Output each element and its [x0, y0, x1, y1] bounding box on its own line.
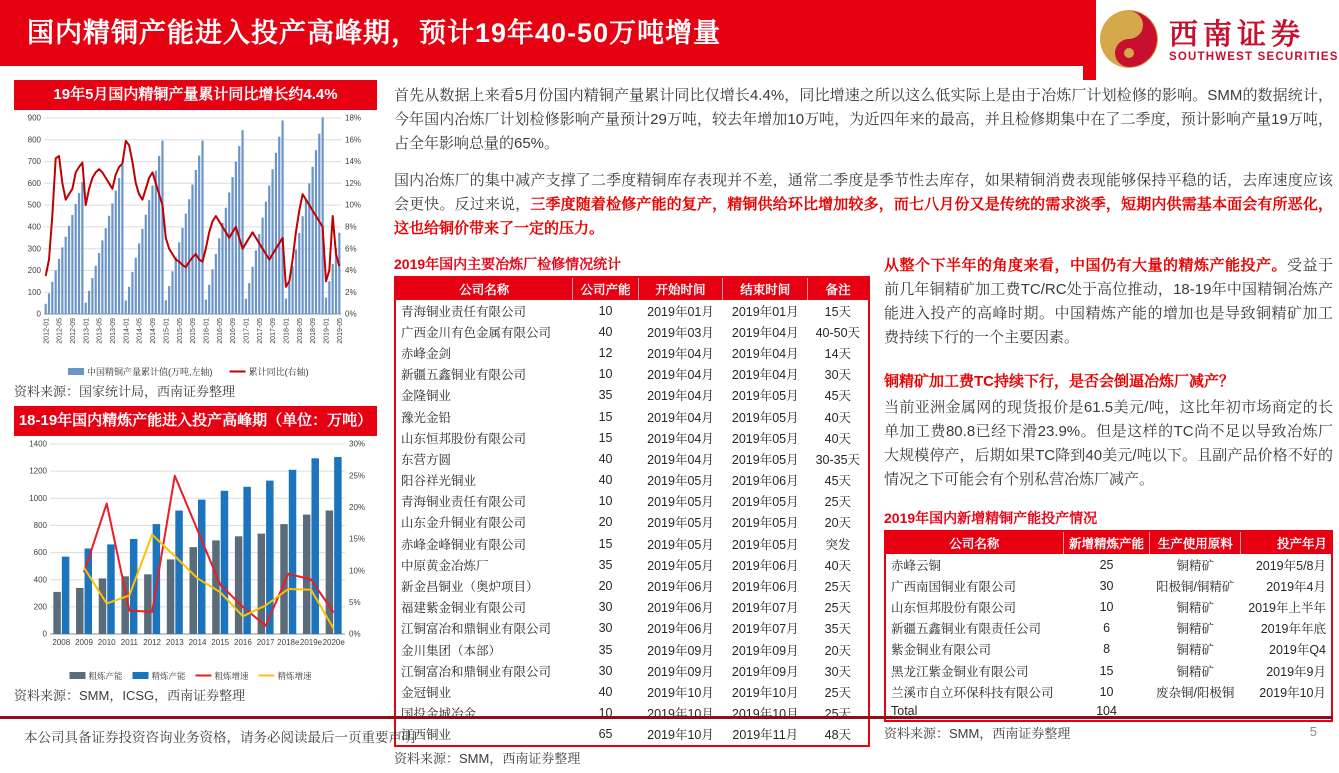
table-cell: 铜精矿 [1176, 558, 1214, 573]
right-paragraph-1 [884, 254, 1333, 350]
svg-text:2016: 2016 [234, 638, 252, 647]
svg-text:2013: 2013 [165, 638, 184, 647]
page-number: 5 [1309, 724, 1317, 739]
table-cell: 铜精矿 [1176, 664, 1214, 679]
table-row [885, 618, 1332, 639]
chart2-source: 资料来源：SMM，ICSG，西南证券整理 [14, 688, 246, 703]
svg-text:2019e: 2019e [299, 638, 323, 647]
table-cell: 2019年06月 [647, 580, 714, 595]
table-row [395, 427, 869, 448]
table-cell: 2019年04月 [731, 346, 799, 361]
logo-emblem-icon [1097, 7, 1161, 76]
column-header: 公司产能 [573, 277, 638, 300]
table-cell: 15 [598, 430, 613, 445]
svg-text:2017: 2017 [256, 638, 275, 647]
svg-text:4%: 4% [345, 266, 357, 275]
table-cell: 30 [598, 663, 613, 678]
svg-text:0: 0 [42, 629, 47, 639]
table-row [395, 660, 869, 681]
table-cell: 铜精矿 [1176, 600, 1214, 615]
table-cell: 20 [598, 579, 613, 594]
table-cell: 2019年11月 [732, 728, 799, 743]
svg-text:10%: 10% [345, 200, 362, 210]
table-cell: 2019年04月 [647, 346, 714, 361]
svg-text:2015-09: 2015-09 [190, 318, 198, 344]
maintenance-table-title: 2019年国内主要冶炼厂检修情况统计 [394, 256, 622, 272]
svg-text:2012-01: 2012-01 [43, 318, 51, 344]
table-cell: 东营方圆 [401, 452, 452, 467]
logo-name-en: SOUTHWEST SECURITIES [1169, 50, 1339, 63]
table-cell: 2019年Q4 [1269, 643, 1326, 658]
table-row [395, 470, 869, 491]
svg-text:2016-09: 2016-09 [230, 318, 238, 344]
table-cell: 35 [598, 642, 613, 657]
svg-text:2%: 2% [345, 287, 357, 297]
svg-text:2012-09: 2012-09 [70, 318, 77, 344]
chart1-title: 19年5月国内精铜产量累计同比增长约4.4% [14, 80, 377, 110]
svg-text:800: 800 [33, 521, 47, 530]
maintenance-table-source: 资料来源：SMM，西南证券整理 [394, 750, 581, 766]
table-cell: 广西南国铜业有限公司 [891, 579, 1017, 594]
svg-text:2010: 2010 [97, 638, 116, 647]
intro-paragraph-1 [394, 84, 1333, 156]
table-cell: 2019年10月 [647, 707, 714, 722]
table-cell: 104 [1096, 703, 1117, 718]
table-cell: 2019年年底 [1260, 622, 1326, 637]
table-row [395, 533, 869, 554]
company-logo [1097, 4, 1339, 78]
svg-text:600: 600 [27, 178, 41, 188]
table-row [395, 385, 869, 406]
table-cell: 2019年09月 [647, 664, 714, 679]
svg-text:2013-05: 2013-05 [96, 318, 104, 344]
table-cell: 25 [1099, 557, 1114, 572]
svg-text:5%: 5% [349, 597, 361, 607]
table-cell: 25天 [824, 601, 852, 616]
capacity-table [884, 530, 1333, 722]
production-yoy-chart [14, 112, 377, 380]
table-cell: 金川集团（本部） [401, 643, 502, 658]
table-cell: 2019年04月 [647, 368, 714, 383]
table-cell: 30天 [824, 368, 852, 383]
table-cell: 2019年09月 [731, 664, 799, 679]
svg-text:2018-05: 2018-05 [296, 318, 304, 344]
table-cell: 2019年07月 [731, 601, 799, 616]
svg-text:8%: 8% [345, 222, 357, 232]
right-paragraph-1-normal: 受益于前几年铜精矿加工费TC/RC处于高位推动，18-19年中国精铜冶炼产能进入投产的高峰时期。中国精炼产能的增加也是导致铜精矿加工费持续下行的一个主要因素。 [884, 257, 1333, 346]
table-cell: 山东恒邦股份有限公司 [401, 431, 527, 446]
capacity-table-source: 资料来源：SMM，西南证券整理 [884, 725, 1071, 741]
table-row [395, 321, 869, 342]
table-cell: 2019年10月 [647, 728, 714, 743]
capacity-table-title: 2019年国内新增精铜产能投产情况 [884, 510, 1098, 526]
table-row [885, 639, 1332, 660]
table-cell: 赤峰金峰铜业有限公司 [401, 537, 527, 552]
svg-text:2014-01: 2014-01 [123, 318, 131, 344]
table-row [885, 660, 1332, 681]
table-cell: 2019年10月 [731, 685, 799, 700]
table-cell: 新疆五鑫铜业有限公司 [401, 368, 527, 383]
table-row [395, 512, 869, 533]
table-cell: 阳谷祥光铜业 [401, 474, 477, 489]
intro-paragraph-1-text: 首先从数据上来看5月份国内精铜产量累计同比仅增长4.4%，同比增速之所以这么低实际上是由于冶炼厂计划检修的影响。SMM的数据统计，今年国内冶炼厂计划检修影响产量预计29万吨，较去年增加10万吨，为近四年来的最高，并且检修期集中在了二季度，预计影响产量19万吨，占全年影响总量的65%。 [394, 87, 1333, 152]
table-cell: 2019年04月 [647, 431, 714, 446]
right-paragraph-2-text: 当前亚洲金属网的现货报价是61.5美元/吨，这比年初市场商定的长单加工费80.8已经下滑23.9%。但是这样的TC尚不足以导致冶炼厂大规模停产，后期如果TC降到40美元/吨以下。且副产品价格不好的情况之下可能会有个别私营冶炼厂减产。 [884, 399, 1333, 488]
svg-text:2015: 2015 [211, 638, 230, 647]
svg-text:6%: 6% [345, 244, 357, 254]
table-cell: Total [891, 703, 918, 718]
table-cell: 2019年06月 [731, 474, 799, 489]
table-cell: 2019年10月 [1259, 685, 1326, 700]
table-cell: 30-35天 [815, 452, 861, 467]
table-cell: 48天 [824, 728, 852, 743]
table-cell: 35 [598, 557, 613, 572]
table-cell: 2019年05月 [647, 516, 714, 531]
table-cell: 废杂铜/阳极铜 [1155, 685, 1235, 700]
table-cell: 30 [598, 600, 613, 615]
intro-paragraph-2 [394, 169, 1333, 241]
svg-text:200: 200 [27, 266, 41, 275]
table-cell: 20 [598, 515, 613, 530]
table-cell: 2019年07月 [731, 622, 799, 637]
svg-text:2014-09: 2014-09 [150, 318, 158, 344]
svg-text:0%: 0% [349, 629, 361, 639]
table-cell: 40 [598, 451, 613, 466]
table-cell: 10 [598, 706, 613, 721]
table-cell: 2019年05月 [647, 474, 714, 489]
column-header: 备注 [808, 277, 869, 300]
column-header: 公司名称 [885, 531, 1063, 554]
svg-text:2011: 2011 [120, 638, 139, 647]
logo-text [1169, 19, 1339, 63]
chart1-source: 资料来源：国家统计局，西南证券整理 [14, 384, 236, 399]
svg-text:30%: 30% [349, 439, 366, 449]
svg-text:2017-01: 2017-01 [243, 318, 251, 344]
table-cell: 突发 [825, 537, 851, 552]
table-cell: 福建紫金铜业有限公司 [401, 601, 527, 616]
svg-text:400: 400 [33, 575, 47, 585]
table-cell: 2019年05月 [731, 452, 799, 467]
table-cell: 赤峰云铜 [891, 558, 942, 573]
svg-text:200: 200 [33, 602, 47, 612]
table-cell: 40天 [824, 558, 852, 573]
right-paragraph-1-highlight: 从整个下半年的角度来看，中国仍有大量的精炼产能投产。 [884, 257, 1287, 274]
maintenance-table [394, 276, 870, 747]
table-cell: 10 [598, 367, 613, 382]
intro-paragraph-2-normal: 国内冶炼厂的集中减产支撑了二季度精铜库存表现并不差，通常二季度是季节性去库存，如果精铜消费表现能够保持平稳的话，去库速度应该会更快。反过来说， [394, 172, 1333, 213]
svg-text:1000: 1000 [29, 493, 47, 503]
column-header: 结束时间 [723, 277, 808, 300]
table-cell: 15 [1099, 663, 1114, 678]
table-row [395, 597, 869, 618]
table-cell: 30天 [824, 664, 852, 679]
table-cell: 2019年05月 [731, 537, 799, 552]
table-cell: 中原黄金冶炼厂 [401, 558, 489, 573]
table-row [395, 364, 869, 385]
table-cell: 2019年01月 [647, 304, 714, 319]
svg-text:20%: 20% [349, 502, 366, 512]
table-cell: 25天 [824, 495, 852, 510]
svg-text:累计同比(右轴): 累计同比(右轴) [248, 367, 309, 377]
svg-text:600: 600 [33, 548, 47, 558]
table-row [885, 575, 1332, 596]
table-cell: 2019年06月 [647, 601, 714, 616]
table-cell: 江西铜业 [401, 728, 452, 743]
table-cell: 65 [598, 727, 613, 742]
svg-text:粗炼增速: 粗炼增速 [214, 671, 249, 681]
svg-text:2018-09: 2018-09 [310, 318, 318, 344]
table-cell: 2019年05月 [731, 410, 799, 425]
table-cell: 2019年05月 [647, 495, 714, 510]
svg-text:500: 500 [27, 200, 41, 210]
svg-text:2016-01: 2016-01 [203, 318, 211, 344]
svg-text:300: 300 [27, 244, 41, 254]
table-cell: 2019年04月 [647, 410, 714, 425]
commentary-section [884, 254, 1333, 773]
table-cell: 2019年04月 [731, 325, 799, 340]
table-cell: 2019年4月 [1266, 579, 1326, 594]
table-cell: 40 [598, 684, 613, 699]
svg-text:2018-01: 2018-01 [283, 318, 291, 344]
logo-name-cn: 西南证券 [1169, 17, 1306, 52]
table-cell: 山东金升铜业有限公司 [401, 516, 527, 531]
table-cell: 2019年01月 [731, 304, 799, 319]
table-cell: 2019年06月 [731, 580, 799, 595]
table-cell: 新金昌铜业（奥炉项目） [401, 580, 539, 595]
table-row [395, 554, 869, 575]
table-cell: 40-50天 [815, 325, 861, 340]
table-cell: 广西金川有色金属有限公司 [401, 325, 552, 340]
capacity-chart [14, 438, 377, 684]
table-row [395, 681, 869, 702]
table-cell: 新疆五鑫铜业有限责任公司 [891, 622, 1042, 637]
column-header: 新增精炼产能 [1063, 531, 1149, 554]
svg-text:精炼产能: 精炼产能 [151, 671, 186, 681]
svg-text:2019-05: 2019-05 [336, 318, 344, 344]
table-cell: 2019年09月 [647, 643, 714, 658]
table-cell: 2019年04月 [647, 389, 714, 404]
table-cell: 2019年05月 [731, 516, 799, 531]
table-cell: 金隆铜业 [401, 389, 452, 404]
table-cell: 2019年03月 [647, 325, 714, 340]
table-row [395, 448, 869, 469]
table-cell: 40 [598, 473, 613, 488]
table-row [395, 639, 869, 660]
column-header: 生产使用原料 [1150, 531, 1241, 554]
tc-heading: 铜精矿加工费TC持续下行，是否会倒逼冶炼厂减产？ [884, 373, 1234, 390]
page-title-banner [0, 0, 1083, 66]
table-cell: 阳极铜/铜精矿 [1155, 579, 1235, 594]
table-cell: 8 [1103, 642, 1111, 657]
table-cell: 豫光金铅 [401, 410, 452, 425]
table-cell: 10 [1099, 599, 1114, 614]
svg-text:2014: 2014 [188, 638, 207, 647]
svg-text:18%: 18% [345, 113, 362, 123]
svg-text:2017-09: 2017-09 [270, 318, 278, 344]
svg-text:2008: 2008 [52, 638, 71, 647]
table-row [395, 724, 869, 746]
table-cell: 2019年09月 [731, 643, 799, 658]
table-cell: 2019年05月 [731, 389, 799, 404]
svg-text:2016-05: 2016-05 [216, 318, 224, 344]
table-row [395, 618, 869, 639]
svg-text:700: 700 [27, 157, 41, 167]
table-row [395, 300, 869, 321]
svg-text:2012: 2012 [143, 638, 161, 647]
table-row [395, 575, 869, 596]
table-cell: 30 [598, 621, 613, 636]
table-cell: 江铜富冶和鼎铜业有限公司 [401, 664, 552, 679]
svg-text:2012-05: 2012-05 [56, 318, 64, 344]
table-row [395, 491, 869, 512]
svg-text:1400: 1400 [29, 439, 47, 449]
table-cell: 40 [598, 324, 613, 339]
table-cell: 2019年04月 [647, 452, 714, 467]
footer-disclaimer: 本公司具备证券投资咨询业务资格，请务必阅读最后一页重要声明 [24, 730, 416, 745]
table-header-row [885, 531, 1332, 554]
table-cell: 25天 [824, 685, 852, 700]
svg-text:2017-05: 2017-05 [256, 318, 264, 344]
capacity-section [884, 508, 1333, 742]
table-cell: 紫金铜业有限公司 [891, 643, 992, 658]
svg-text:2009: 2009 [75, 638, 93, 647]
table-cell: 20天 [824, 516, 852, 531]
banner-right-tab [1083, 0, 1096, 80]
table-cell: 2019年04月 [731, 368, 799, 383]
svg-text:2013-01: 2013-01 [83, 318, 91, 344]
svg-text:2015-05: 2015-05 [176, 318, 184, 344]
table-cell: 江铜富冶和鼎铜业有限公司 [401, 622, 552, 637]
table-cell: 2019年05月 [647, 558, 714, 573]
table-cell: 2019年5/8月 [1255, 558, 1326, 573]
table-cell: 2019年05月 [731, 431, 799, 446]
page-title: 国内精铜产能进入投产高峰期，预计19年40-50万吨增量 [27, 18, 722, 48]
column-header: 公司名称 [395, 277, 573, 300]
table-cell: 2019年9月 [1266, 664, 1326, 679]
table-cell: 2019年10月 [731, 707, 799, 722]
table-cell: 2019年上半年 [1248, 600, 1326, 615]
table-cell: 国投金城冶金 [401, 707, 477, 722]
svg-text:900: 900 [27, 113, 41, 123]
table-cell: 2019年10月 [647, 685, 714, 700]
svg-text:中国精铜产量累计值(万吨,左轴): 中国精铜产量累计值(万吨,左轴) [87, 367, 213, 377]
svg-text:100: 100 [27, 287, 41, 297]
table-cell: 2019年05月 [647, 537, 714, 552]
table-cell: 10 [598, 494, 613, 509]
table-cell: 6 [1103, 621, 1111, 636]
table-cell: 10 [598, 303, 613, 318]
svg-text:1200: 1200 [29, 466, 47, 476]
table-cell: 青海铜业责任有限公司 [401, 495, 527, 510]
svg-text:2019-01: 2019-01 [323, 318, 331, 344]
table-cell: 黑龙江紫金铜业有限公司 [891, 664, 1029, 679]
table-cell: 12 [598, 345, 613, 360]
intro-paragraph-2-highlight: 三季度随着检修产能的复产，精铜供给环比增加较多，而七八月份又是传统的需求淡季，短期内供需基本面会有所恶化，这也给铜价带来了一定的压力。 [394, 196, 1333, 237]
table-row [885, 554, 1332, 575]
table-cell: 45天 [824, 389, 852, 404]
svg-text:25%: 25% [349, 471, 366, 481]
svg-text:10%: 10% [349, 566, 366, 576]
table-cell: 山东恒邦股份有限公司 [891, 600, 1017, 615]
table-cell: 2019年05月 [731, 495, 799, 510]
table-cell: 铜精矿 [1176, 643, 1214, 658]
column-header: 投产年月 [1241, 531, 1332, 554]
table-cell: 15 [598, 536, 613, 551]
table-row [885, 681, 1332, 702]
left-chart-column [14, 80, 377, 710]
table-cell: 30 [1099, 578, 1114, 593]
table-cell: 青海铜业责任有限公司 [401, 304, 527, 319]
svg-text:0: 0 [36, 309, 41, 319]
table-cell: 35 [598, 388, 613, 403]
table-cell: 25天 [824, 580, 852, 595]
table-row [395, 342, 869, 363]
table-row [395, 406, 869, 427]
table-cell: 赤峰金剑 [401, 346, 452, 361]
svg-text:粗炼产能: 粗炼产能 [88, 671, 123, 681]
svg-text:2018e: 2018e [277, 638, 300, 647]
table-cell: 20天 [824, 643, 852, 658]
svg-text:800: 800 [27, 135, 41, 145]
table-cell: 25天 [824, 707, 852, 722]
maintenance-section [394, 254, 870, 773]
svg-text:15%: 15% [349, 534, 366, 544]
table-row [395, 703, 869, 724]
svg-text:16%: 16% [345, 135, 362, 145]
table-cell: 40天 [824, 410, 852, 425]
svg-text:400: 400 [27, 222, 41, 232]
table-cell: 金冠铜业 [401, 685, 452, 700]
table-cell: 10 [1099, 684, 1114, 699]
table-header-row [395, 277, 869, 300]
svg-text:0%: 0% [345, 309, 357, 319]
footer-divider [0, 716, 1333, 719]
svg-text:2013-09: 2013-09 [110, 318, 117, 344]
svg-text:精炼增速: 精炼增速 [277, 671, 312, 681]
table-cell: 2019年06月 [731, 558, 799, 573]
table-row [885, 596, 1332, 617]
column-header: 开始时间 [638, 277, 723, 300]
svg-text:2015-01: 2015-01 [163, 318, 171, 344]
table-cell: 15 [598, 409, 613, 424]
svg-text:12%: 12% [345, 178, 362, 188]
table-cell: 14天 [824, 346, 852, 361]
table-cell: 铜精矿 [1176, 622, 1214, 637]
main-content [394, 84, 1333, 773]
svg-text:14%: 14% [345, 157, 362, 167]
svg-text:2020e: 2020e [322, 638, 345, 647]
table-cell: 45天 [824, 474, 852, 489]
table-cell: 兰溪市自立环保科技有限公司 [891, 685, 1054, 700]
svg-text:2014-05: 2014-05 [136, 318, 144, 344]
table-cell: 2019年06月 [647, 622, 714, 637]
table-cell: 40天 [824, 431, 852, 446]
chart2-title: 18-19年国内精炼产能进入投产高峰期（单位：万吨） [14, 406, 377, 436]
right-paragraph-2 [884, 396, 1333, 492]
table-cell: 35天 [824, 622, 852, 637]
table-cell: 15天 [824, 304, 852, 319]
